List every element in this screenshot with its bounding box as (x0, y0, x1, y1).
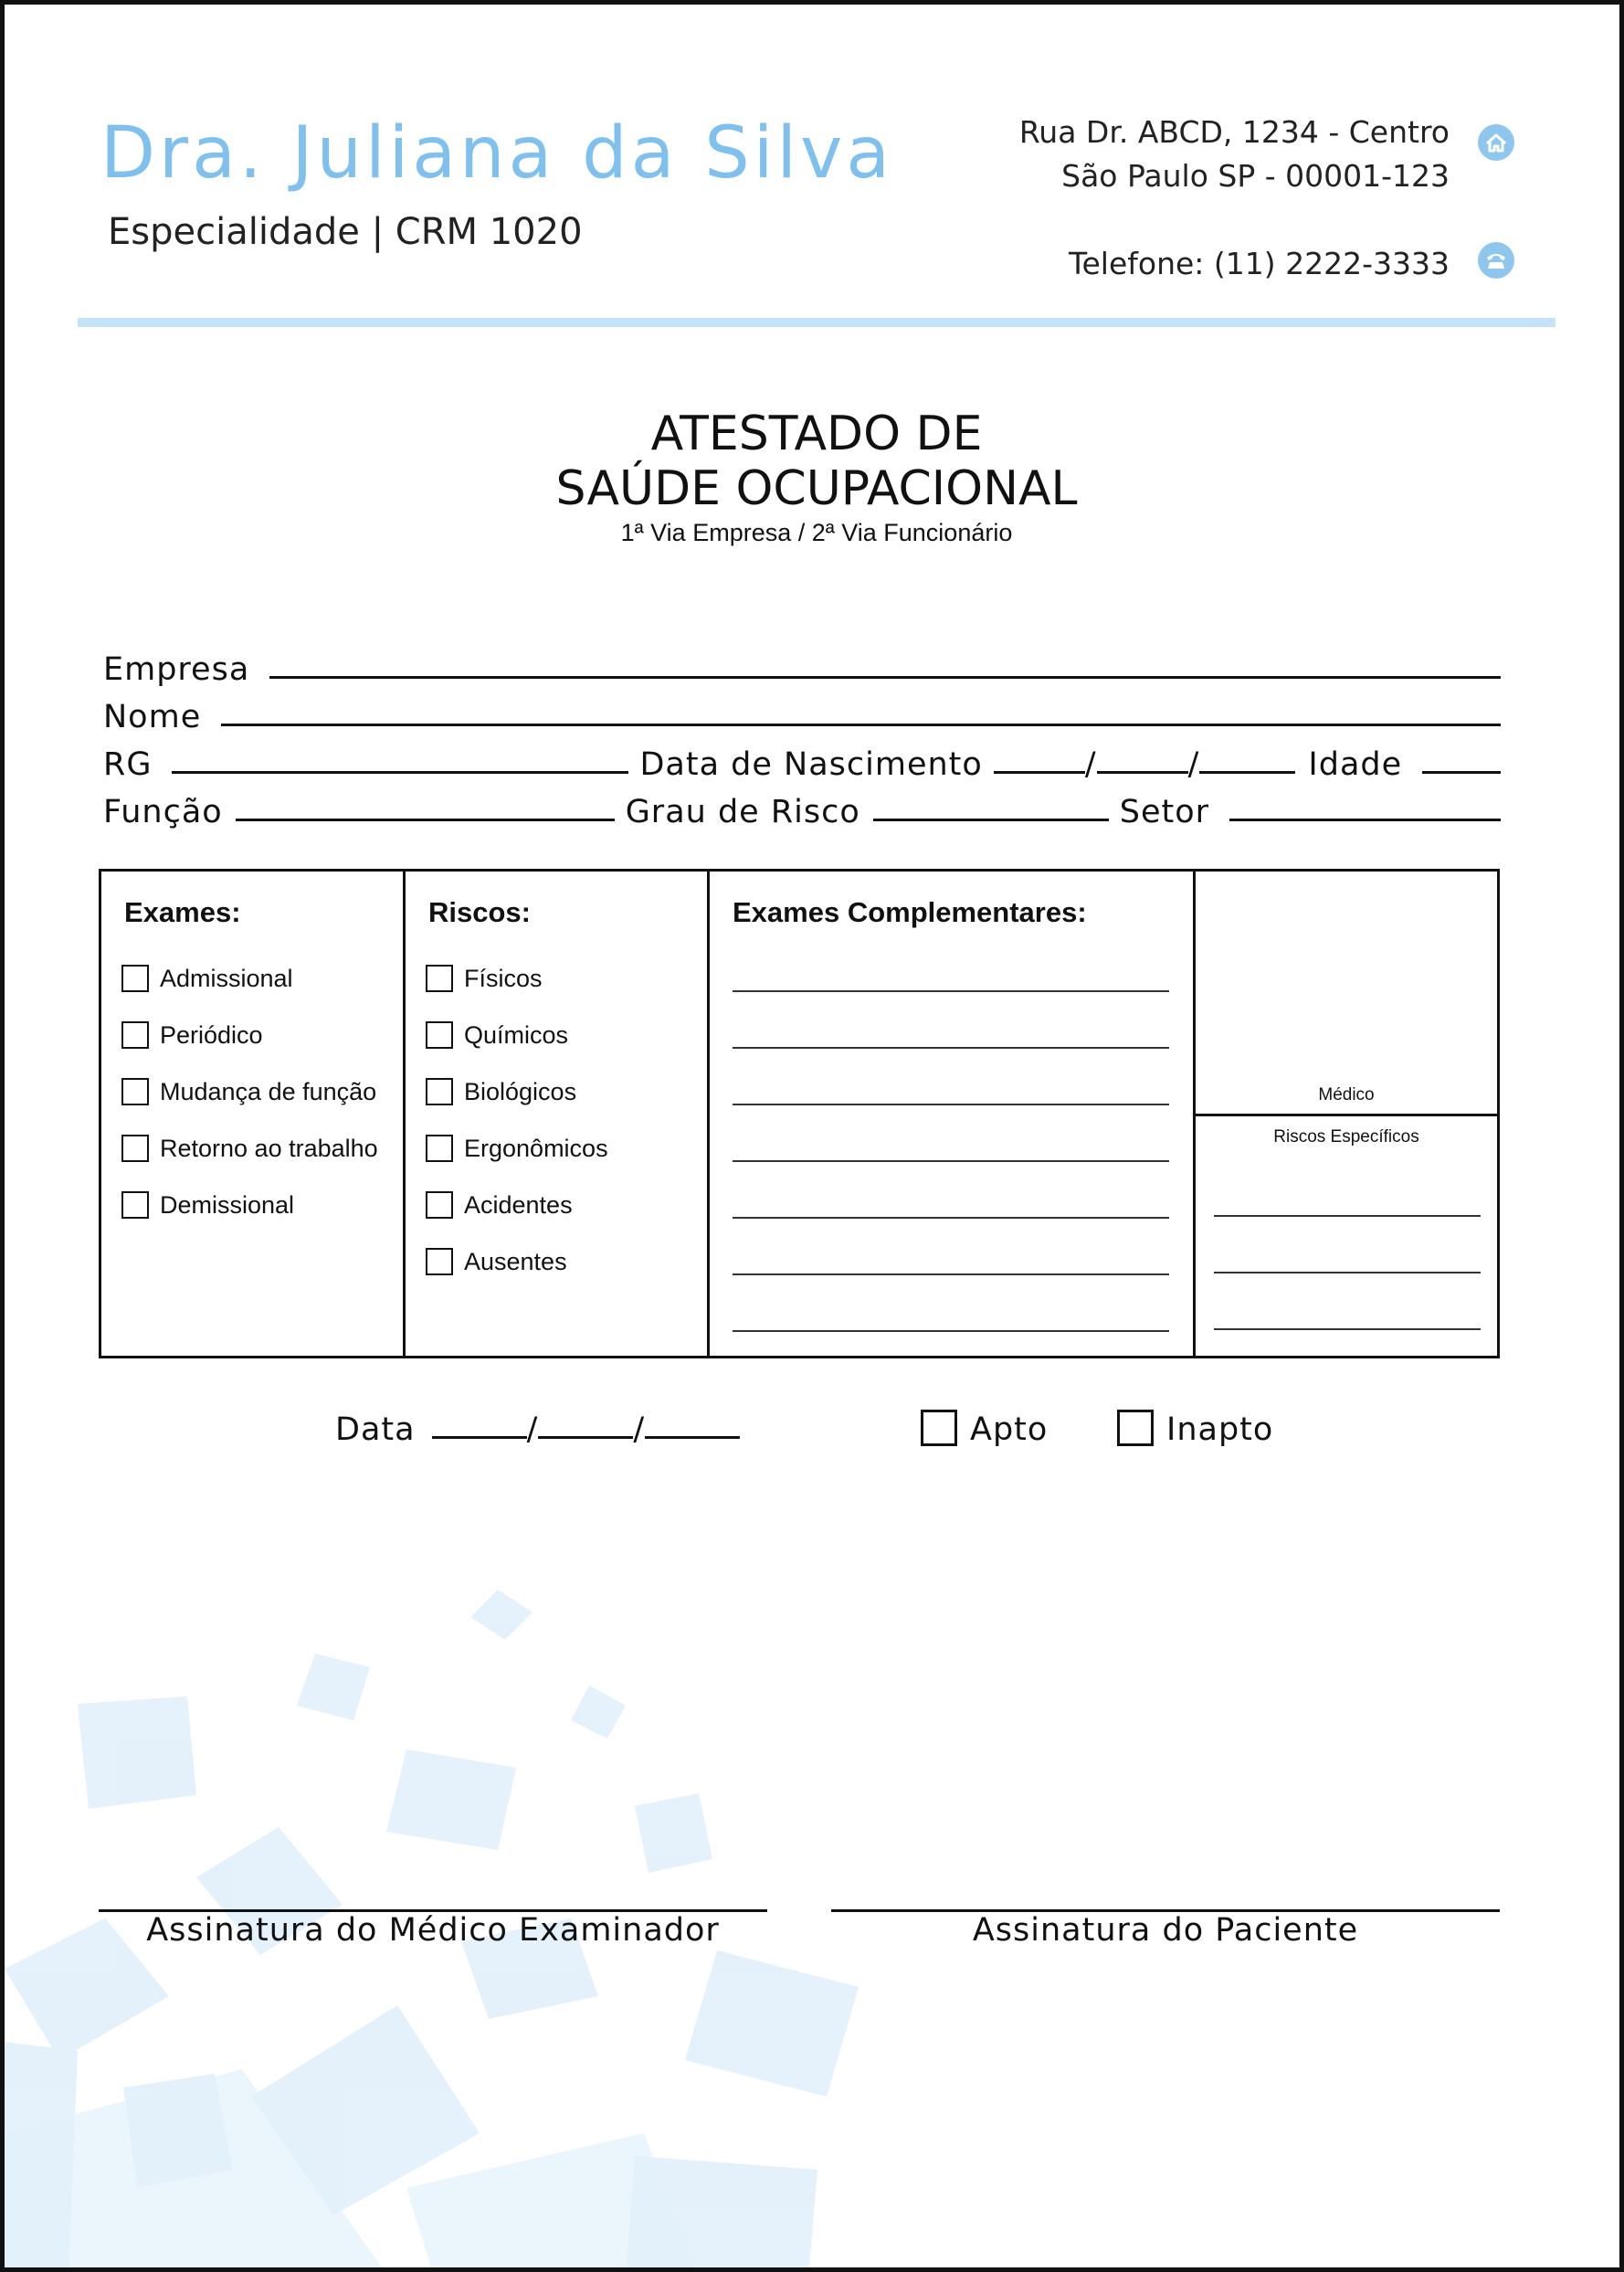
exame-label: Mudança de função (160, 1077, 377, 1105)
exame-admissional[interactable] (121, 963, 293, 994)
apto-checkbox[interactable] (921, 1410, 957, 1446)
inapto-checkbox[interactable] (1117, 1410, 1154, 1446)
checkbox[interactable] (426, 1248, 453, 1275)
setor-label: Setor (1119, 794, 1210, 830)
risco-especifico-line[interactable] (1214, 1215, 1481, 1217)
exam-grid (99, 869, 1500, 1358)
idade-label: Idade (1308, 746, 1403, 783)
rg-line[interactable] (172, 766, 628, 774)
data-slash-1: / (526, 1411, 539, 1448)
risco-ergonomicos[interactable] (426, 1133, 608, 1164)
risco-label: Ergonômicos (464, 1134, 608, 1162)
birth-year-line[interactable] (1199, 766, 1295, 774)
riscos-especificos-label: Riscos Específicos (1273, 1127, 1419, 1147)
complementar-line[interactable] (733, 990, 1169, 992)
exame-label: Periódico (160, 1020, 263, 1049)
funcao-label: Função (103, 794, 223, 830)
exame-retorno-trabalho[interactable] (121, 1133, 378, 1164)
data-field[interactable] (335, 1402, 740, 1448)
risco-ausentes[interactable] (426, 1246, 567, 1277)
rg-label: RG (103, 746, 153, 783)
complementar-line[interactable] (733, 1104, 1169, 1105)
phone-number: Telefone: (11) 2222-3333 (1068, 246, 1450, 281)
field-nome[interactable] (103, 690, 1501, 735)
risco-fisicos[interactable] (426, 963, 543, 994)
exame-label: Demissional (160, 1190, 295, 1219)
checkbox[interactable] (426, 1021, 453, 1049)
exames-title: Exames: (124, 896, 241, 928)
side-panel (1196, 872, 1497, 1356)
data-slash-2: / (633, 1411, 646, 1448)
medico-signature-label: Assinatura do Médico Examinador (146, 1912, 720, 1949)
data-year-line[interactable] (645, 1432, 740, 1439)
birth-month-line[interactable] (1097, 766, 1188, 774)
checkbox[interactable] (426, 1135, 453, 1162)
title-line-2: SAÚDE OCUPACIONAL (555, 461, 1078, 516)
risco-label: Biológicos (464, 1077, 577, 1105)
title-line-1: ATESTADO DE (650, 407, 983, 461)
inapto-label: Inapto (1166, 1411, 1274, 1448)
checkbox[interactable] (426, 1078, 453, 1105)
grau-risco-label: Grau de Risco (625, 794, 860, 830)
birth-slash-2: / (1187, 746, 1200, 783)
risco-label: Químicos (464, 1020, 569, 1049)
empresa-line[interactable] (269, 671, 1501, 679)
data-label: Data (335, 1411, 416, 1448)
data-day-line[interactable] (432, 1432, 527, 1439)
apto-label: Apto (970, 1411, 1049, 1448)
grau-risco-line[interactable] (873, 814, 1109, 821)
riscos-column (406, 872, 710, 1356)
complementares-column (710, 872, 1196, 1356)
risco-quimicos[interactable] (426, 1020, 568, 1051)
exame-label: Admissional (160, 964, 293, 992)
funcao-line[interactable] (236, 814, 615, 821)
complementar-line[interactable] (733, 1330, 1169, 1332)
checkbox[interactable] (426, 965, 453, 992)
setor-line[interactable] (1229, 814, 1501, 821)
exame-label: Retorno ao trabalho (160, 1134, 378, 1162)
risco-label: Acidentes (464, 1190, 573, 1219)
data-nascimento-label: Data de Nascimento (639, 746, 983, 783)
checkbox[interactable] (121, 1078, 149, 1105)
home-icon (1478, 124, 1514, 161)
exame-periodico[interactable] (121, 1020, 263, 1051)
risco-especifico-line[interactable] (1214, 1272, 1481, 1273)
empresa-label: Empresa (103, 651, 250, 688)
complementar-line[interactable] (733, 1273, 1169, 1275)
apto-option[interactable] (921, 1402, 1048, 1448)
field-empresa[interactable] (103, 642, 1501, 688)
inapto-option[interactable] (1117, 1402, 1273, 1448)
field-rg-row[interactable] (103, 737, 1501, 783)
exame-mudanca-funcao[interactable] (121, 1076, 376, 1107)
subtitle: 1ª Via Empresa / 2ª Via Funcionário (620, 519, 1013, 546)
field-funcao-row[interactable] (103, 785, 1501, 830)
checkbox[interactable] (121, 1021, 149, 1049)
medico-label: Médico (1318, 1085, 1375, 1104)
complementar-line[interactable] (733, 1217, 1169, 1219)
side-divider (1196, 1114, 1497, 1116)
checkbox[interactable] (121, 965, 149, 992)
idade-line[interactable] (1422, 766, 1501, 774)
complementar-line[interactable] (733, 1047, 1169, 1049)
nome-line[interactable] (221, 719, 1501, 726)
checkbox[interactable] (121, 1135, 149, 1162)
birth-day-line[interactable] (994, 766, 1085, 774)
risco-label: Ausentes (464, 1247, 567, 1275)
complementares-title: Exames Complementares: (733, 896, 1087, 928)
risco-especifico-line[interactable] (1214, 1328, 1481, 1330)
doctor-name: Dra. Juliana da Silva (100, 112, 894, 195)
nome-label: Nome (103, 699, 202, 735)
complementar-line[interactable] (733, 1160, 1169, 1162)
paciente-signature-label: Assinatura do Paciente (972, 1912, 1359, 1949)
checkbox[interactable] (121, 1191, 149, 1219)
phone-icon (1478, 242, 1514, 279)
address-line-1: Rua Dr. ABCD, 1234 - Centro (1018, 114, 1450, 150)
checkbox[interactable] (426, 1191, 453, 1219)
header-rule (78, 318, 1555, 327)
riscos-title: Riscos: (428, 896, 531, 928)
data-month-line[interactable] (538, 1432, 633, 1439)
exames-column (101, 872, 406, 1356)
address-line-2: São Paulo SP - 00001-123 (1061, 158, 1450, 194)
risco-acidentes[interactable] (426, 1189, 573, 1221)
risco-label: Físicos (464, 964, 543, 992)
risco-biologicos[interactable] (426, 1076, 576, 1107)
specialty-crm: Especialidade | CRM 1020 (108, 211, 583, 253)
exame-demissional[interactable] (121, 1189, 294, 1221)
birth-slash-1: / (1084, 746, 1097, 783)
